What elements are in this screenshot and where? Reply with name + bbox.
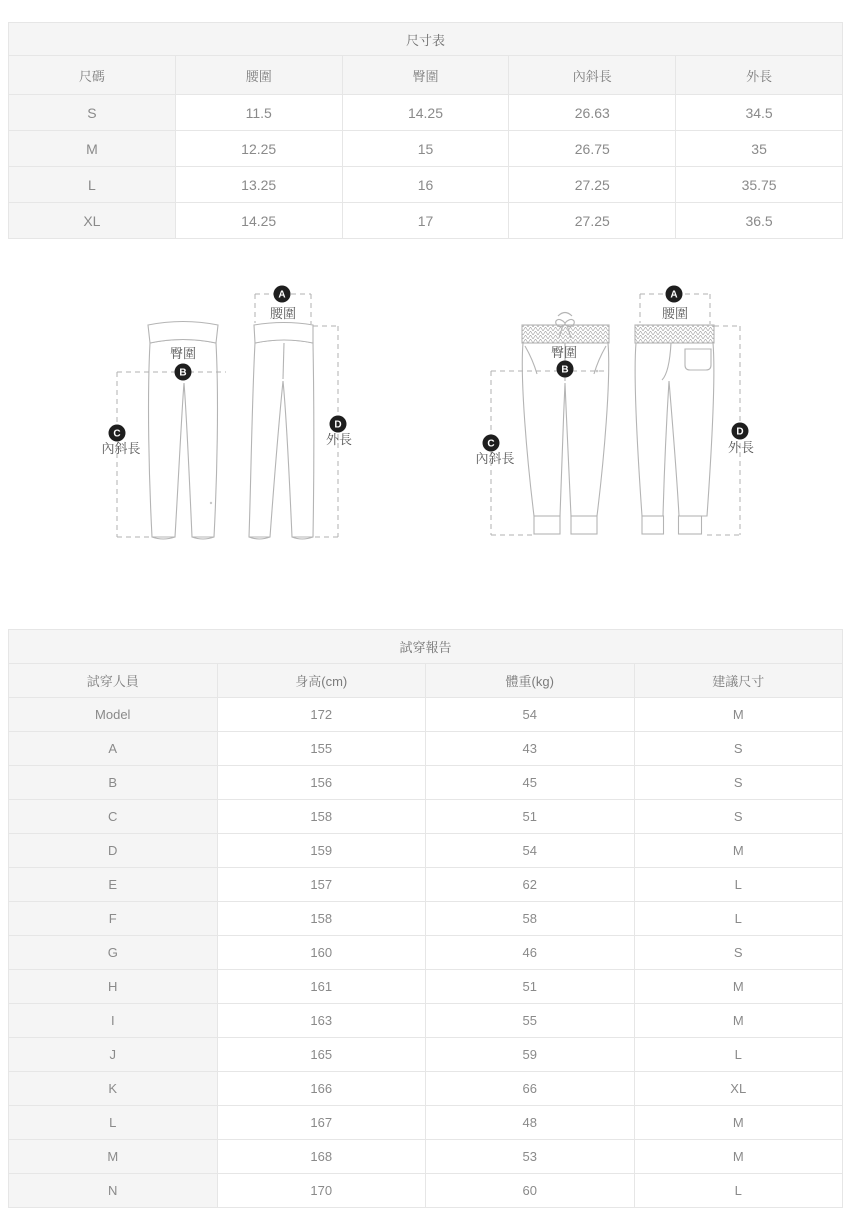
value-cell: 51 <box>426 970 635 1004</box>
column-header-cell: 內斜長 <box>509 56 676 95</box>
value-cell: 160 <box>217 936 426 970</box>
value-cell: 163 <box>217 1004 426 1038</box>
size-chart-title: 尺寸表 <box>9 23 843 56</box>
value-cell: 59 <box>426 1038 635 1072</box>
value-cell: M <box>634 1140 843 1174</box>
badge-letter: A <box>278 289 286 301</box>
value-cell: S <box>634 936 843 970</box>
size-chart-table <box>8 22 843 239</box>
badge-letter: A <box>670 289 678 301</box>
waist-label: 腰圍 <box>269 306 297 321</box>
value-cell: 12.25 <box>175 131 342 167</box>
row-label-cell: A <box>9 732 218 766</box>
column-header-cell: 臀圍 <box>342 56 509 95</box>
value-cell: 27.25 <box>509 203 676 239</box>
value-cell: 17 <box>342 203 509 239</box>
column-header-row <box>9 56 843 95</box>
waist-measure-badge <box>666 286 683 303</box>
hip-label: 臀圍 <box>169 346 197 361</box>
table-row <box>9 1004 843 1038</box>
row-label-cell: L <box>9 167 176 203</box>
row-label-cell: M <box>9 1140 218 1174</box>
table-row <box>9 131 843 167</box>
table-row <box>9 1038 843 1072</box>
table-row <box>9 167 843 203</box>
value-cell: 159 <box>217 834 426 868</box>
value-cell: 34.5 <box>676 95 843 131</box>
table-row <box>9 95 843 131</box>
row-label-cell: F <box>9 902 218 936</box>
row-label-cell: J <box>9 1038 218 1072</box>
table-row <box>9 1140 843 1174</box>
value-cell: 45 <box>426 766 635 800</box>
badge-letter: B <box>179 367 187 379</box>
value-cell: 54 <box>426 834 635 868</box>
row-label-cell: C <box>9 800 218 834</box>
badge-letter: C <box>113 428 121 440</box>
value-cell: 46 <box>426 936 635 970</box>
value-cell: 166 <box>217 1072 426 1106</box>
column-header-cell: 建議尺寸 <box>634 664 843 698</box>
value-cell: 157 <box>217 868 426 902</box>
value-cell: S <box>634 800 843 834</box>
value-cell: 158 <box>217 800 426 834</box>
measurement-diagrams <box>0 239 850 629</box>
inseam-label: 內斜長 <box>475 451 515 466</box>
table-row <box>9 902 843 936</box>
value-cell: 54 <box>426 698 635 732</box>
table-row <box>9 868 843 902</box>
joggers-back-sketch <box>635 325 714 534</box>
value-cell: M <box>634 698 843 732</box>
value-cell: 15 <box>342 131 509 167</box>
table-row <box>9 1072 843 1106</box>
value-cell: 158 <box>217 902 426 936</box>
table-row <box>9 766 843 800</box>
hip-measure-badge <box>557 361 574 378</box>
table-row <box>9 203 843 239</box>
value-cell: 35 <box>676 131 843 167</box>
value-cell: 60 <box>426 1174 635 1208</box>
value-cell: M <box>634 834 843 868</box>
row-label-cell: N <box>9 1174 218 1208</box>
value-cell: 13.25 <box>175 167 342 203</box>
table-row <box>9 1174 843 1208</box>
column-header-cell: 外長 <box>676 56 843 95</box>
value-cell: 43 <box>426 732 635 766</box>
row-label-cell: M <box>9 131 176 167</box>
outseam-measure-badge <box>330 416 347 433</box>
value-cell: 26.75 <box>509 131 676 167</box>
badge-letter: D <box>736 426 744 438</box>
value-cell: 58 <box>426 902 635 936</box>
value-cell: 26.63 <box>509 95 676 131</box>
waist-label: 腰圍 <box>661 306 689 321</box>
value-cell: 35.75 <box>676 167 843 203</box>
row-label-cell: XL <box>9 203 176 239</box>
fitting-report-table <box>8 629 843 1208</box>
row-label-cell: G <box>9 936 218 970</box>
inseam-measure-badge <box>483 435 500 452</box>
value-cell: 167 <box>217 1106 426 1140</box>
value-cell: 11.5 <box>175 95 342 131</box>
value-cell: 14.25 <box>342 95 509 131</box>
value-cell: S <box>634 766 843 800</box>
column-header-cell: 試穿人員 <box>9 664 218 698</box>
drawstring-icon <box>558 313 572 317</box>
value-cell: L <box>634 1038 843 1072</box>
row-label-cell: E <box>9 868 218 902</box>
value-cell: L <box>634 1174 843 1208</box>
row-label-cell: Model <box>9 698 218 732</box>
table-row <box>9 834 843 868</box>
value-cell: 161 <box>217 970 426 1004</box>
table-row <box>9 698 843 732</box>
value-cell: 156 <box>217 766 426 800</box>
badge-letter: C <box>487 438 495 450</box>
outseam-label: 外長 <box>727 440 755 455</box>
row-label-cell: S <box>9 95 176 131</box>
table-row <box>9 732 843 766</box>
table-row <box>9 936 843 970</box>
value-cell: M <box>634 1106 843 1140</box>
leggings-back-sketch <box>249 323 314 540</box>
row-label-cell: I <box>9 1004 218 1038</box>
column-header-cell: 尺碼 <box>9 56 176 95</box>
table-title-row <box>9 630 843 664</box>
value-cell: 55 <box>426 1004 635 1038</box>
value-cell: 36.5 <box>676 203 843 239</box>
inseam-label: 內斜長 <box>101 441 141 456</box>
table-row <box>9 970 843 1004</box>
waist-measure-badge <box>274 286 291 303</box>
value-cell: L <box>634 902 843 936</box>
value-cell: 172 <box>217 698 426 732</box>
joggers-measure-diagram <box>458 279 758 551</box>
value-cell: 66 <box>426 1072 635 1106</box>
value-cell: S <box>634 732 843 766</box>
table-row <box>9 1106 843 1140</box>
value-cell: 27.25 <box>509 167 676 203</box>
outseam-measure-badge <box>732 423 749 440</box>
value-cell: 165 <box>217 1038 426 1072</box>
inseam-measure-badge <box>109 425 126 442</box>
value-cell: XL <box>634 1072 843 1106</box>
value-cell: 155 <box>217 732 426 766</box>
column-header-cell: 體重(kg) <box>426 664 635 698</box>
value-cell: 16 <box>342 167 509 203</box>
hip-measure-badge <box>175 364 192 381</box>
hip-label: 臀圍 <box>550 345 578 360</box>
badge-letter: D <box>334 419 342 431</box>
badge-letter: B <box>561 364 569 376</box>
value-cell: M <box>634 970 843 1004</box>
value-cell: 14.25 <box>175 203 342 239</box>
value-cell: 168 <box>217 1140 426 1174</box>
value-cell: 170 <box>217 1174 426 1208</box>
column-header-cell: 腰圍 <box>175 56 342 95</box>
table-row <box>9 800 843 834</box>
fitting-report-title: 試穿報告 <box>9 630 843 664</box>
value-cell: 48 <box>426 1106 635 1140</box>
column-header-cell: 身高(cm) <box>217 664 426 698</box>
outseam-label: 外長 <box>325 432 353 447</box>
row-label-cell: L <box>9 1106 218 1140</box>
leggings-measure-diagram <box>98 279 356 551</box>
row-label-cell: B <box>9 766 218 800</box>
row-label-cell: K <box>9 1072 218 1106</box>
value-cell: M <box>634 1004 843 1038</box>
value-cell: 53 <box>426 1140 635 1174</box>
row-label-cell: H <box>9 970 218 1004</box>
snap-dot <box>596 370 599 373</box>
snap-dot <box>210 502 212 504</box>
row-label-cell: D <box>9 834 218 868</box>
value-cell: L <box>634 868 843 902</box>
value-cell: 51 <box>426 800 635 834</box>
table-title-row <box>9 23 843 56</box>
column-header-row <box>9 664 843 698</box>
value-cell: 62 <box>426 868 635 902</box>
